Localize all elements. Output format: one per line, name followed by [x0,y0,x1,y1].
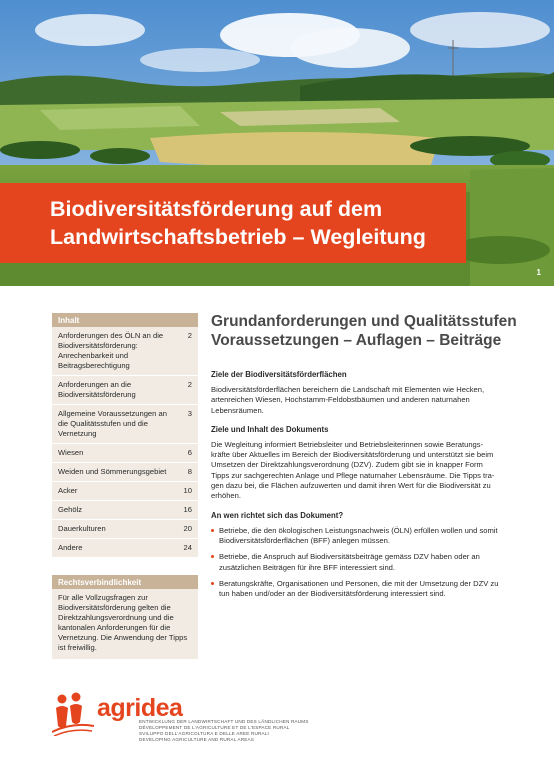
toc-list [52,327,198,558]
text-line: Umsetzen der Direktzahlungsverordnung (DZV). Zudem gibt sie in knapper Form [211,460,483,470]
toc-item[interactable] [52,520,198,539]
text-line: tun haben und/oder an der Biodiversitätsförderung interessiert sind. [219,589,446,599]
text-line: artenreichen Wiesen, Hochstamm-Feldobstbäumen und anderen naturnahen [211,395,470,405]
toc-item-page: 16 [183,505,192,514]
main-heading [211,312,521,350]
text-line: Lebensräumen. [211,405,264,415]
toc-item[interactable] [52,482,198,501]
text-line: gen dazu bei, die Flächen aufzuwerten und damit ihren Wert für die Biodiversität zu [211,481,491,491]
toc-item[interactable] [52,539,198,558]
legal-box [52,575,198,659]
list-item [211,526,521,547]
text-line: zusätzlichen Beiträgen für ihre BFF interessiert sind. [219,562,395,572]
text-line: Tipps zur sachgerechten Anlage und Pflege naturnaher Lebensräume. Die Tipps tra- [211,470,495,480]
purpose-paragraph [211,440,521,502]
toc-item[interactable] [52,327,198,376]
audience-heading: An wen richtet sich das Dokument? [211,510,344,520]
list-item [211,579,521,600]
toc-item[interactable] [52,376,198,405]
toc-item-page: 20 [183,524,192,533]
logo-tagline: DEVELOPING AGRICULTURE AND RURAL AREAS [139,737,255,742]
main-content [211,312,521,605]
logo-taglines [139,719,309,743]
text-line: kräfte über Aktuelles im Bereich der Biodiversitätsförderung und unterstützt sie beim [211,450,494,460]
toc-item-page: 3 [187,409,192,418]
agridea-logo [52,690,352,750]
legal-text: Für alle Vollzugsfragen zur Biodiversitätsförderung gelten die Direktzahlungsverordnung und die kantonalen Anforderungen für die Vernetzung. Die Anwendung der Tipps ist freiwillig. [52,589,198,659]
toc-item-page: 2 [187,380,192,389]
toc-item-label: Allgemeine Voraussetzungen an die Qualitätsstufen und die Vernetzung [58,409,167,438]
toc-item-label: Anforderungen des ÖLN an die Biodiversitätsförderung: Anrechenbarkeit und Beitragsberechtigung [58,331,164,370]
toc-item-label: Weiden und Sömmerungsgebiet [58,467,167,476]
text-line: Betriebe, die Anspruch auf Biodiversitätsbeiträge gemäss DZV haben oder an [219,552,480,562]
document-title-line-2: Landwirtschaftsbetrieb – Wegleitung [50,225,426,249]
toc-item-page: 8 [187,467,192,476]
audience-list [211,526,521,600]
toc-item[interactable] [52,444,198,463]
text-line: erhöhen. [211,491,241,501]
legal-heading: Rechtsverbindlichkeit [52,575,198,589]
toc-item-label: Andere [58,543,83,552]
logo-wordmark: agridea [97,694,183,722]
text-line: Beratungskräfte, Organisationen und Personen, die mit der Umsetzung der DZV zu [219,578,499,588]
main-heading-line-2: Voraussetzungen – Auflagen – Beiträge [211,332,502,349]
table-of-contents [52,313,198,558]
cover-photo [0,0,554,286]
text-line: Betriebe, die den ökologischen Leistungsnachweis (ÖLN) erfüllen wollen und somit [219,525,498,535]
toc-heading: Inhalt [52,313,198,327]
toc-item-label: Acker [58,486,78,495]
document-title-line-1: Biodiversitätsförderung auf dem [50,197,383,221]
logo-tagline: DÉVELOPPEMENT DE L'AGRICULTURE ET DE L'ESPACE RURAL [139,725,290,730]
logo-tagline: SVILUPPO DELL'AGRICOLTURA E DELLE AREE RURALI [139,731,270,736]
toc-item-label: Gehölz [58,505,83,514]
toc-item-page: 10 [183,486,192,495]
toc-item[interactable] [52,405,198,444]
logo-tagline: ENTWICKLUNG DER LANDWIRTSCHAFT UND DES LÄNDLICHEN RAUMS [139,719,309,724]
text-line: Die Wegleitung informiert Betriebsleiter und Betriebsleiterinnen sowie Beratungs- [211,439,484,449]
text-line: Biodiversitätsförderflächen bereichern die Landschaft mit Elementen wie Hecken, [211,385,485,394]
page-number: 1 [536,268,541,277]
title-banner [0,183,466,263]
list-item [211,552,521,573]
toc-item-label: Anforderungen an die Biodiversitätsförderung [58,380,136,399]
agridea-emblem-icon [52,692,94,736]
toc-item[interactable] [52,463,198,482]
toc-item-label: Dauerkulturen [58,524,106,533]
purpose-heading: Ziele und Inhalt des Dokuments [211,424,329,434]
goal-heading: Ziele der Biodiversitätsförderflächen [211,370,347,379]
text-line: Biodiversitätsförderflächen (BFF) anlegen müssen. [219,535,390,545]
toc-item-page: 2 [187,331,192,340]
goal-paragraph [211,385,521,416]
toc-item-page: 6 [187,448,192,457]
toc-item[interactable] [52,501,198,520]
toc-item-label: Wiesen [58,448,84,457]
main-heading-line-1: Grundanforderungen und Qualitätsstufen [211,313,517,330]
toc-item-page: 24 [183,543,192,552]
